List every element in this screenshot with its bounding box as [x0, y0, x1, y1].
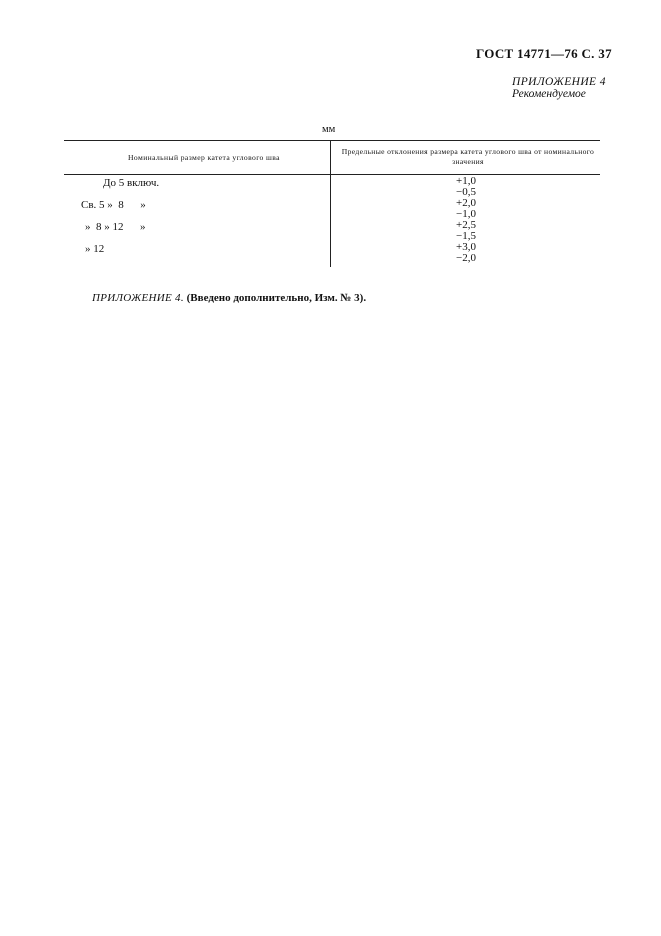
deviation-minus: −2,0	[456, 252, 476, 264]
row-size: » 12	[85, 243, 105, 255]
deviation-minus: −1,0	[456, 208, 476, 220]
deviation-plus: +2,5	[456, 219, 476, 231]
deviation-minus: −0,5	[456, 186, 476, 198]
row-size: » 8 » 12 »	[85, 221, 146, 233]
column-header-nominal-size: Номинальный размер катета углового шва	[128, 153, 280, 162]
table-unit: мм	[322, 124, 336, 135]
row-size: Св. 5 » 8 »	[81, 199, 146, 211]
amendment-note-label: ПРИЛОЖЕНИЕ 4.	[92, 292, 184, 304]
appendix-status: Рекомендуемое	[512, 88, 586, 100]
appendix-title: ПРИЛОЖЕНИЕ 4	[512, 76, 606, 88]
column-header-deviations: Предельные отклонения размера катета углового шва от номинального значения	[341, 147, 595, 166]
amendment-note-text: (Введено дополнительно, Изм. № 3).	[186, 292, 367, 304]
table-top-rule	[64, 140, 600, 141]
standard-page-header: ГОСТ 14771—76 С. 37	[476, 46, 612, 61]
deviation-plus: +3,0	[456, 241, 476, 253]
row-size: До 5 включ.	[103, 177, 160, 189]
amendment-note	[92, 292, 366, 304]
deviation-plus: +1,0	[456, 175, 476, 187]
deviation-plus: +2,0	[456, 197, 476, 209]
table-column-divider	[330, 140, 331, 267]
deviation-minus: −1,5	[456, 230, 476, 242]
table-header-rule	[64, 174, 600, 175]
